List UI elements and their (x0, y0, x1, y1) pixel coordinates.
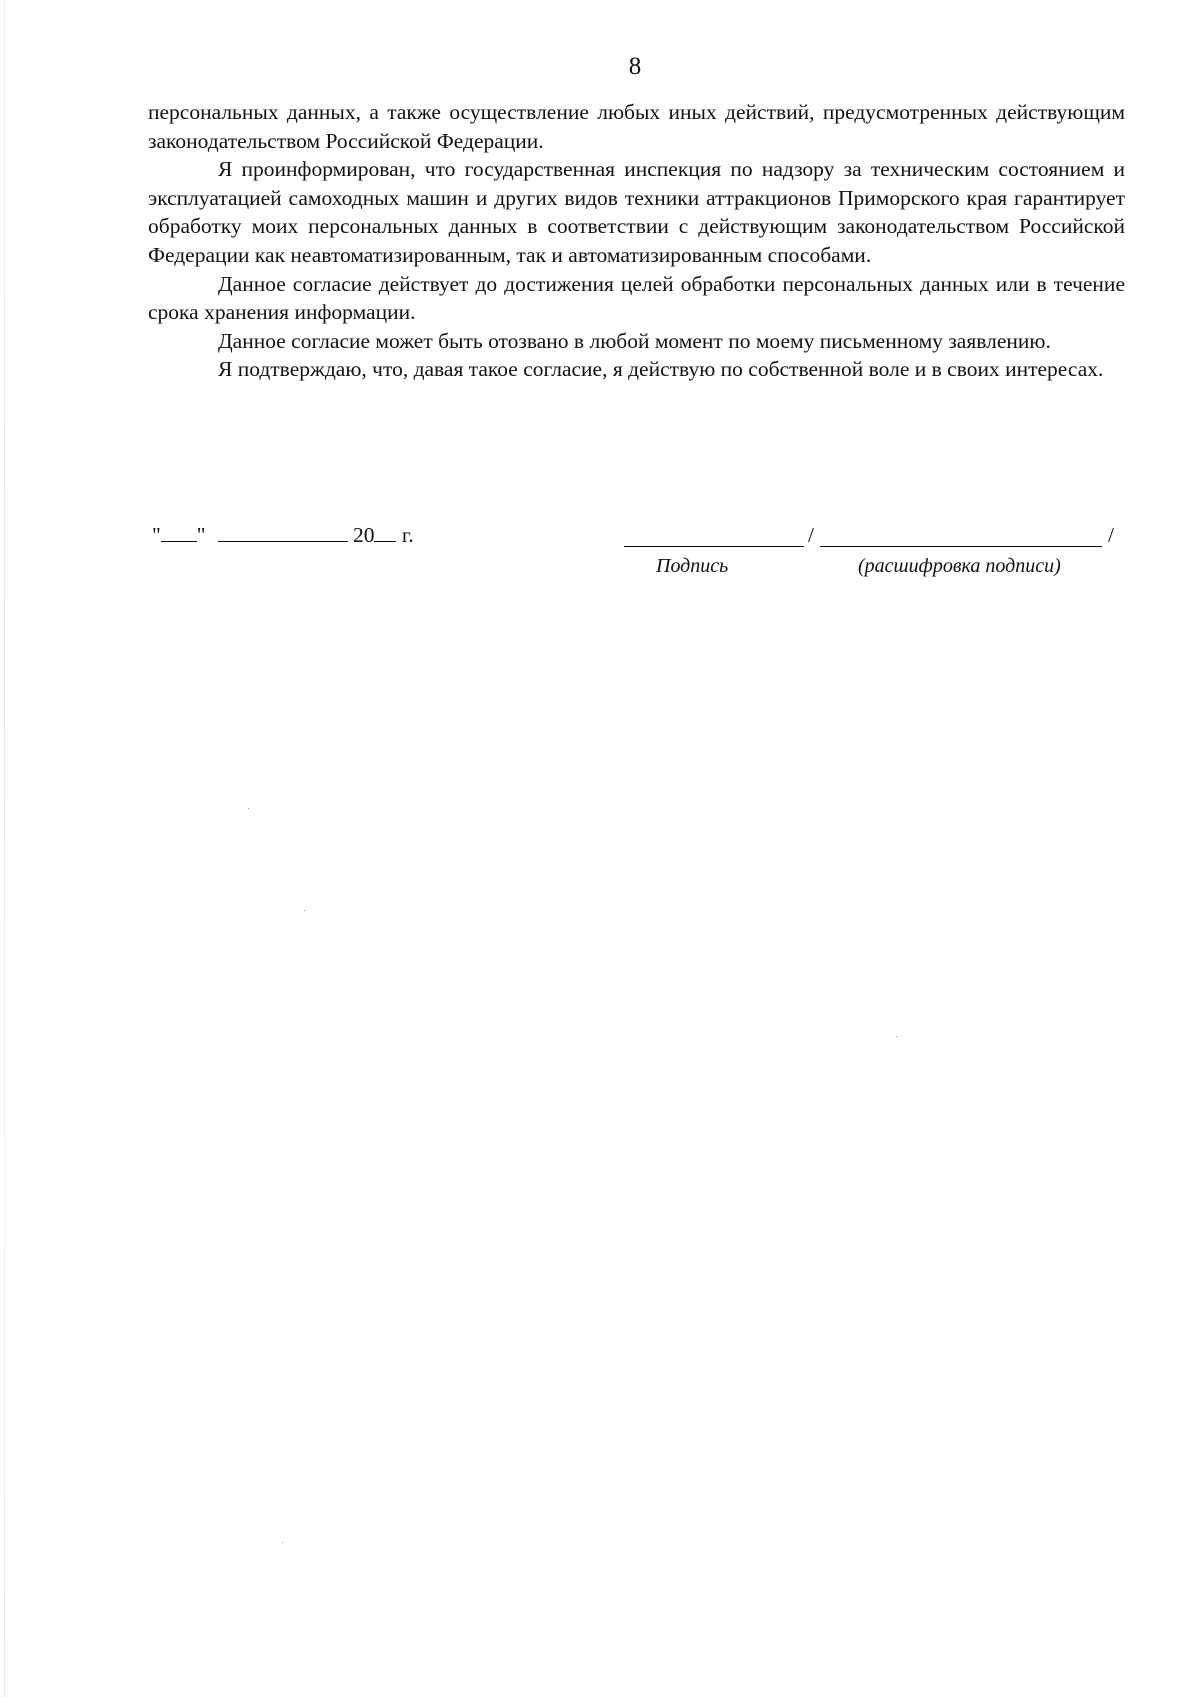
year-suffix: г. (401, 523, 414, 547)
month-blank[interactable] (218, 523, 348, 542)
scan-speck (304, 910, 305, 911)
paragraph-continuation: персональных данных, а также осуществление любых иных действий, предусмотренных действующим законодательством Российской Федерации. (148, 100, 1125, 153)
signature-line[interactable] (624, 546, 804, 547)
date-field (152, 523, 414, 548)
quote-close: " (196, 523, 206, 547)
scan-speck (248, 808, 249, 809)
scan-speck (896, 1036, 897, 1037)
year-blank[interactable] (374, 523, 396, 542)
slash-separator: / (808, 523, 814, 547)
scan-speck (282, 1542, 283, 1543)
decode-caption: (расшифровка подписи) (858, 555, 1061, 577)
signature-row (148, 523, 1125, 583)
page-number: 8 (628, 53, 642, 80)
signature-caption: Подпись (656, 555, 729, 577)
paragraph-guarantee: Я проинформирован, что государственная инспекция по надзору за техническим состоянием и эксплуатацией самоходных машин и других видов техники аттракционов Приморского края гарантирует обработку моих персональных данных в соответствии с действующим законодательством Российской Федерации как неавтоматизированным, так и автоматизированным способами. (148, 157, 1125, 267)
paragraph-revocation: Данное согласие может быть отозвано в любой момент по моему письменному заявлению. (218, 328, 1051, 353)
paragraph-confirmation: Я подтверждаю, что, давая такое согласие, я действую по собственной воле и в своих интересах. (218, 357, 1104, 382)
paragraph-validity: Данное согласие действует до достижения целей обработки персональных данных или в течение срока хранения информации. (148, 271, 1125, 325)
scan-edge (4, 0, 5, 1697)
consent-text (148, 98, 1125, 384)
signature-decode-line[interactable] (820, 546, 1102, 547)
slash-end: / (1108, 523, 1114, 547)
year-prefix: 20 (352, 523, 375, 547)
quote-open: " (152, 523, 161, 547)
day-blank[interactable] (161, 523, 197, 542)
